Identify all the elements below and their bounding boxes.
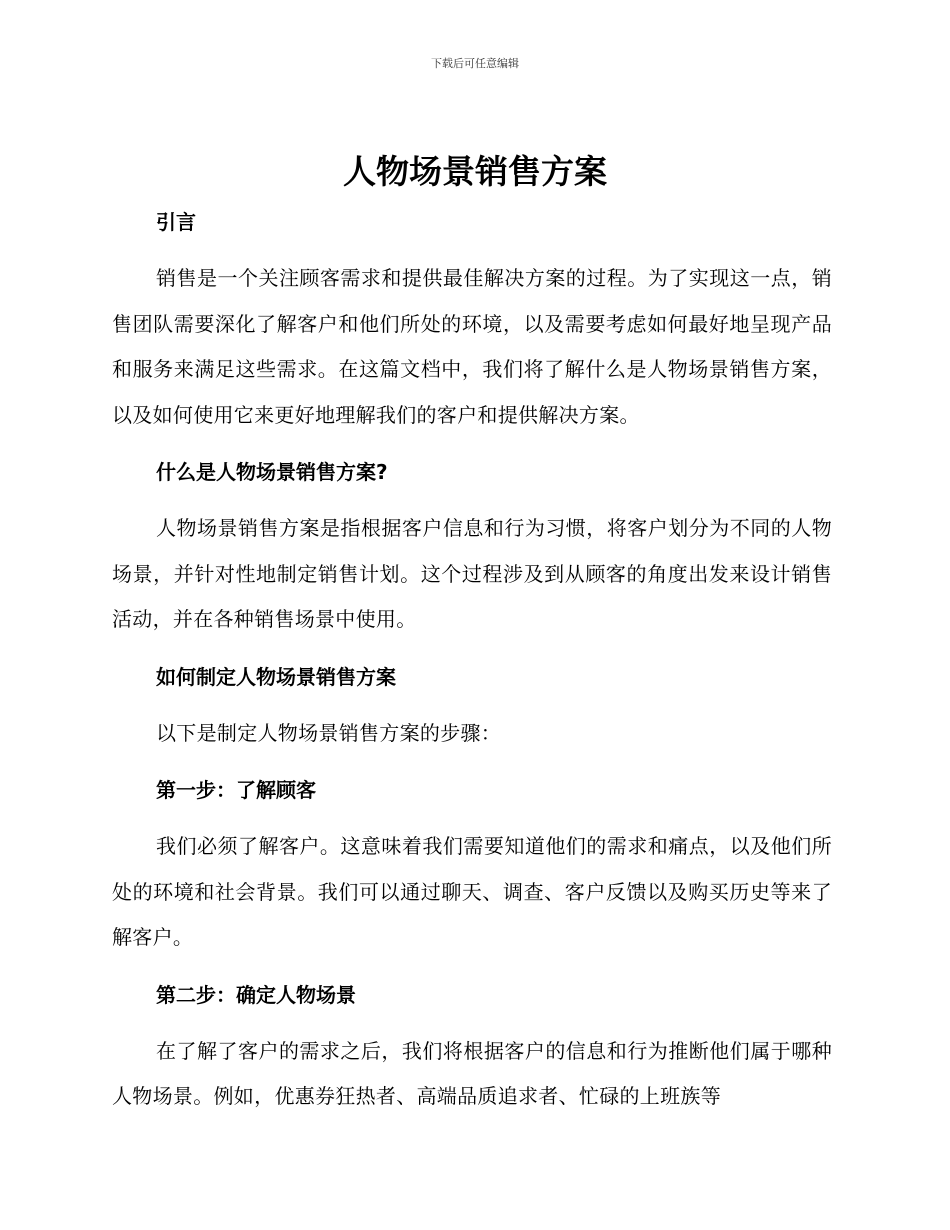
document-body [112,200,832,1120]
section-heading-how: 如何制定人物场景销售方案 [156,664,396,689]
section-heading-step2: 第二步：确定人物场景 [156,982,356,1007]
paragraph-what: 人物场景销售方案是指根据客户信息和行为习惯，将客户划分为不同的人物场景，并针对性地制定销售计划。这个过程涉及到从顾客的角度出发来设计销售活动，并在各种销售场景中使用。 [112,516,832,631]
document-title: 人物场景销售方案 [343,152,607,191]
section-heading-what: 什么是人物场景销售方案? [156,460,388,484]
section-heading-step1: 第一步：了解顾客 [156,778,316,802]
paragraph-how: 以下是制定人物场景销售方案的步骤： [156,720,502,745]
paragraph-intro: 销售是一个关注顾客需求和提供最佳解决方案的过程。为了实现这一点，销售团队需要深化了解客户和他们所处的环境，以及需要考虑如何最好地呈现产品和服务来满足这些需求。在这篇文档中，我们将了解什么是人物场景销售方案，以及如何使用它来更好地理解我们的客户和提供解决方案。 [112,266,832,427]
paragraph-step2: 在了解了客户的需求之后，我们将根据客户的信息和行为推断他们属于哪种人物场景。例如，优惠券狂热者、高端品质追求者、忙碌的上班族等 [112,1038,832,1108]
section-heading-intro: 引言 [156,210,196,234]
page-header-note: 下载后可任意编辑 [431,57,519,70]
paragraph-step1: 我们必须了解客户。这意味着我们需要知道他们的需求和痛点，以及他们所处的环境和社会背景。我们可以通过聊天、调查、客户反馈以及购买历史等来了解客户。 [112,834,832,949]
